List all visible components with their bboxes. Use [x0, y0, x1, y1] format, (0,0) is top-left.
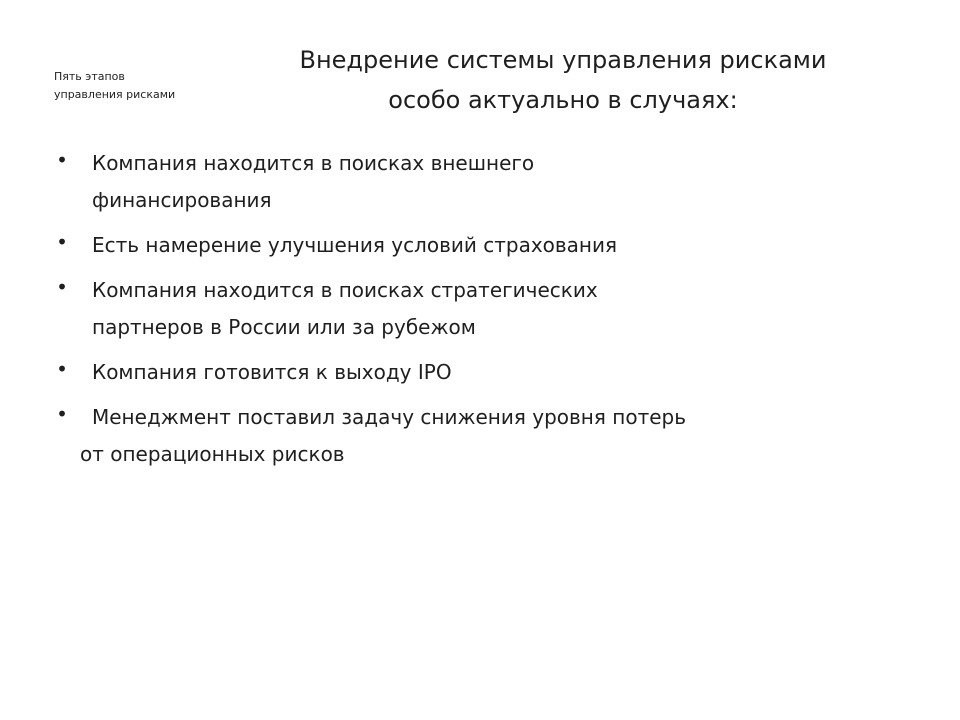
- slide-title: [218, 40, 908, 120]
- bullet-text-line: Есть намерение улучшения условий страхования: [92, 233, 618, 257]
- bullet-item: [54, 354, 914, 391]
- bullet-text-line: партнеров в России или за рубежом: [92, 315, 476, 339]
- bullet-item: [54, 145, 914, 219]
- bullet-icon: •: [56, 275, 68, 299]
- slide-title-line: Внедрение системы управления рисками: [299, 46, 827, 74]
- section-caption-line: управления рисками: [54, 88, 176, 101]
- bullet-item: [54, 399, 914, 473]
- bullet-icon: •: [56, 402, 68, 426]
- bullet-icon: •: [56, 230, 68, 254]
- section-caption-line: Пять этапов: [54, 70, 125, 83]
- bullet-text-line: Компания находится в поисках стратегических: [92, 278, 598, 302]
- bullet-list: [54, 145, 914, 481]
- slide-title-line: особо актуально в случаях:: [388, 86, 738, 114]
- bullet-text-line: Менеджмент поставил задачу снижения уровня потерь: [92, 405, 687, 429]
- bullet-item: [54, 272, 914, 346]
- bullet-icon: •: [56, 148, 68, 172]
- bullet-text-line: Компания находится в поисках внешнего: [92, 151, 535, 175]
- bullet-text-line: от операционных рисков: [80, 442, 345, 466]
- bullet-text-line: Компания готовится к выходу IPO: [92, 360, 452, 384]
- bullet-text-line: финансирования: [92, 188, 272, 212]
- section-caption: [54, 68, 224, 104]
- bullet-item: [54, 227, 914, 264]
- bullet-icon: •: [56, 357, 68, 381]
